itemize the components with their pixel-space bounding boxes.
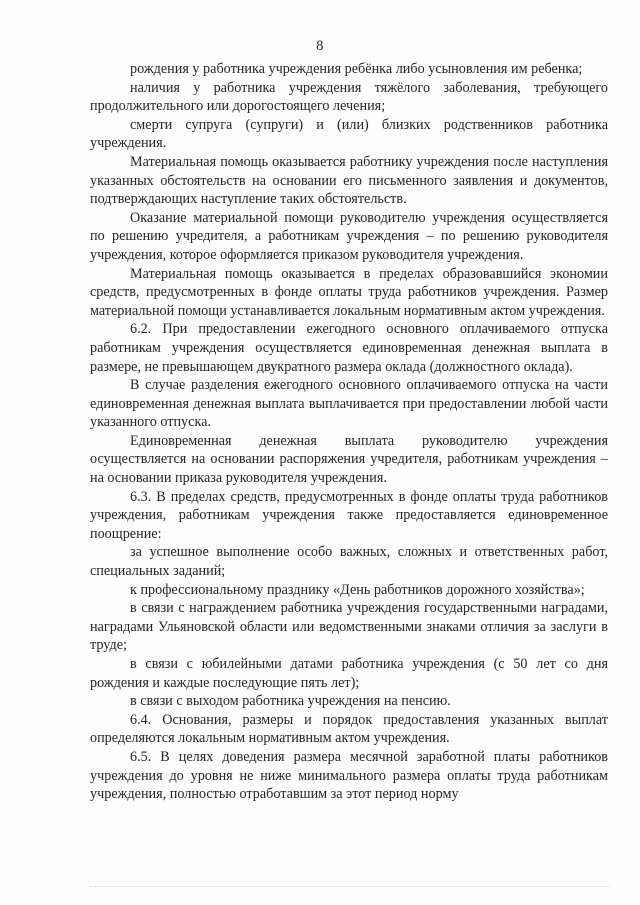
paragraph-payment-basis: Единовременная денежная выплата руководителю учреждения осуществляется на основании распоряжения учредителя, работникам учреждения – на основании приказа руководителя учреждения.: [90, 432, 608, 487]
paragraph-6-2: 6.2. При предоставлении ежегодного основного оплачиваемого отпуска работникам учреждения осуществляется единовременная денежная выплата в размере, не превышающем двукратного размера оклада (должностного оклада).: [90, 321, 608, 375]
list-item-anniversary: в связи с юбилейными датами работника учреждения (с 50 лет со дня рождения и каждые последующие пять лет);: [90, 656, 608, 691]
document-body: [90, 60, 608, 804]
list-item-special-tasks: за успешное выполнение особо важных, сложных и ответственных работ, специальных заданий;: [90, 544, 608, 580]
paragraph-leave-division: В случае разделения ежегодного основного оплачиваемого отпуска на части единовременная денежная выплата выплачивается при предоставлении любой части указанного отпуска.: [90, 377, 608, 431]
list-item-professional-holiday: к профессиональному празднику «День работников дорожного хозяйства»;: [130, 581, 585, 598]
paragraph-birth-or-adoption: рождения у работника учреждения ребёнка либо усыновления им ребенка;: [130, 61, 583, 77]
paragraph-death-of-relatives: смерти супруга (супруги) и (или) близких родственников работника учреждения.: [90, 116, 608, 152]
paragraph-6-4: 6.4. Основания, размеры и порядок предоставления указанных выплат определяются локальным нормативным актом учреждения.: [90, 711, 608, 747]
paragraph-serious-illness: наличия у работника учреждения тяжёлого заболевания, требующего продолжительного или дорогостоящего лечения;: [90, 79, 608, 115]
list-item-retirement: в связи с выходом работника учреждения на пенсию.: [130, 693, 451, 710]
paragraph-6-5: 6.5. В целях доведения размера месячной заработной платы работников учреждения до уровня не ниже минимального размера оплаты труда работникам учреждения, полностью отработавшим за этот период норму: [90, 748, 608, 803]
paragraph-aid-after-circumstances: Материальная помощь оказывается работнику учреждения после наступления указанных обстоятельств на основании его письменного заявления и документов, подтверждающих наступление таких обстоятельств.: [90, 153, 608, 208]
paragraph-aid-decision: Оказание материальной помощи руководителю учреждения осуществляется по решению учредителя, а работникам учреждения – по решению руководителя учреждения, которое оформляется приказом руководителя учреждения.: [90, 209, 608, 263]
list-item-awards: в связи с награждением работника учреждения государственными наградами, наградами Ульяновской области или ведомственными знаками отличия за заслуги в труде;: [90, 600, 608, 654]
paragraph-aid-limits: Материальная помощь оказывается в пределах образовавшийся экономии средств, предусмотренных в фонде оплаты труда работников учреждения. Размер материальной помощи устанавливается локальным нормативным актом учреждения.: [90, 265, 608, 319]
paragraph-6-3: 6.3. В пределах средств, предусмотренных в фонде оплаты труда работников учреждения, работникам учреждения также предоставляется единовременное поощрение:: [90, 488, 608, 542]
page-number: 8: [316, 38, 324, 54]
bleed-through-artifact: [90, 886, 610, 891]
